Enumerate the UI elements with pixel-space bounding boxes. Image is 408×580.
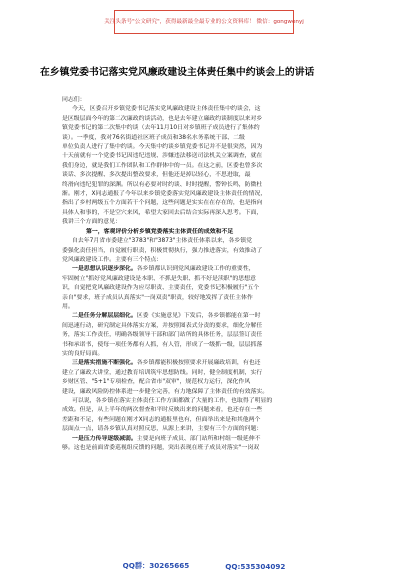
text-line: 实的良好局面。 xyxy=(62,350,104,357)
footer xyxy=(0,559,408,573)
text-line: 渐。刚才，X同志通报了今年以来乡镇党委落实党风廉政建设主体责任的情况， xyxy=(62,191,267,198)
document-title: 在乡镇党委书记落实党风廉政建设主体责任集中约谈会上的讲话 xyxy=(40,67,315,78)
text-line: 务，落实工作责任，明确各级领导干部和部门站所的具体任务，层层签订责任 xyxy=(62,332,263,339)
text-line: 可以说，各乡镇在落实主体责任工作方面都做了大量的工作，也取得了明显的 xyxy=(72,398,273,404)
text-line xyxy=(62,265,362,274)
text-line: 今天，区委召开乡镇党委书记落实党风廉政建设主体责任集中约谈会，这 xyxy=(72,106,261,113)
text-line: 党风廉政建设工作。主要有三个特点： xyxy=(62,256,163,263)
text-line: 亲自"要求，班子成员认真落实"一岗双责"职责，较好地发挥了责任主体作 xyxy=(62,294,253,301)
text-line: 十天前就有一个党委书记因违纪违规、涉嫌违法移送司法机关立案调查，就在 xyxy=(62,153,263,160)
bold-lead-phrase: 三是落实措施不断强化。 xyxy=(72,360,137,367)
text-line: 识，自觉把党风廉政建设作为应尽职责、主要责任，党委书记积极履行"五个 xyxy=(62,285,260,292)
text-line: 间迅速行动，研究制定具体落实方案，并按照图表式分责的要求，细化分解任 xyxy=(62,322,263,329)
text-line: 谈话、多次提醒、多次提出整改要求，但他还是掉以轻心，不思进取，最 xyxy=(62,172,251,179)
text-line: 我们身边，就是我们工作团队和工作群体中的一员。在这之前，区委也曾多次 xyxy=(62,162,263,169)
text-line: 镇党委书记的第二次集中约谈（去年11月10日对乡镇班子成员进行了集体约 xyxy=(62,125,260,132)
footer-qq-group: QQ群：30265665 xyxy=(122,561,190,570)
text-line: 乡财区管、"5+1"专项检查，配合省市"双审"，规范权力运行，深化作风 xyxy=(62,379,251,386)
bold-lead-phrase: 一是压力传导逐级减弱。 xyxy=(72,435,137,442)
salutation: 同志们： xyxy=(62,97,86,103)
line-text: 区委《实施意见》下发后，各乡镇都能在第一时 xyxy=(136,313,261,320)
text-line: 层面点一点，请各乡镇认真对照反思，从源上来讲，主要有三个方面的问题： xyxy=(62,426,263,433)
text-line: 指出了乡村两级五个方面若干个问题，这些问题是实实在在存在的，也是指向 xyxy=(62,200,263,207)
text-line: 差距和不足，有些问题在刚才X同志的通报里也有，但面举出来是和其他两个 xyxy=(62,416,261,423)
text-line: 建立了廉政大讲堂，通过教育培训筑牢思想防线。同时，健全制度机制，实行 xyxy=(62,369,263,376)
text-line: 具体人和事的，不是空穴来风，希望大家回去后结合实际再深入思考。下面， xyxy=(62,209,263,216)
text-line: 建设，廉政风险防控体系进一步健全完善，有力地保障了主体责任的有效落实。 xyxy=(62,388,269,395)
line-text: 各乡镇都能积极按照要求开展廉政培训，有也还 xyxy=(136,360,261,367)
text-line xyxy=(62,312,362,321)
text-line: 单位负责人进行了集中约谈。今天集中约谈乡镇党委书记并不是很突然，因为 xyxy=(62,144,263,151)
footer-qq: QQ:535304092 xyxy=(225,561,286,571)
header-banner xyxy=(104,10,304,34)
bold-lead-phrase: 二是任务分解层层细化。 xyxy=(72,313,137,320)
text-line: 成效。但是，从上半年的两次督查和平时反映出来的问题来看，也还存在一些 xyxy=(62,407,263,414)
text-line: 用。 xyxy=(62,303,74,310)
text-line: 我讲三个方面的意见： xyxy=(62,219,121,226)
document-body xyxy=(62,96,362,544)
text-line xyxy=(62,435,362,444)
bold-lead-phrase: 一是思想认识逐步深化。 xyxy=(72,266,137,273)
text-line: 自去年7月省市委建立"3783"和"3873"主体责任体系以来，各乡镇党 xyxy=(72,238,253,245)
text-line: 够。这也是前面省委巡视组反馈的问题，突出表现在班子成员对落实"一岗双 xyxy=(62,445,260,452)
text-line xyxy=(62,359,362,368)
text-line: 委强化责任担当，自觉履行职责，积极贯彻执行，强力推进落实，有效推动了 xyxy=(62,247,263,254)
paragraph-container xyxy=(62,105,362,453)
text-line: 牢固树立"抓好党风廉政建设是本职、不抓是失职、抓不好是渎职"的思想意 xyxy=(62,275,256,282)
text-line: 终滑向违纪犯罪的深渊。所以有必要对时约谈、时时提醒，警钟长鸣，防微杜 xyxy=(62,181,263,188)
text-line: 是区级层面今年的第二次廉政约谈活动，也是去年建立廉政约谈制度以来对乡 xyxy=(62,115,263,122)
text-line: 谈）。一季度，我对76名街道社区班子成员和38名水务系统干部、二级 xyxy=(62,134,245,141)
line-text: 主要是向班子成员、部门站所和村组一级延伸不 xyxy=(136,435,261,442)
line-text: 各乡镇都认识到党风廉政建设工作的重要性， xyxy=(136,266,255,273)
section-heading: 第一，客观评价分析乡镇党委落实主体责任的成效和不足 xyxy=(86,228,234,235)
text-line: 书和承诺书，使每一项任务都有人抓，有人管，形成了一级抓一级，层层抓落 xyxy=(62,341,263,348)
banner-text: 关注头条号"公文研究"，获得最新最全最专业的公文资料库！ 微信：gongwenyj xyxy=(104,18,304,25)
